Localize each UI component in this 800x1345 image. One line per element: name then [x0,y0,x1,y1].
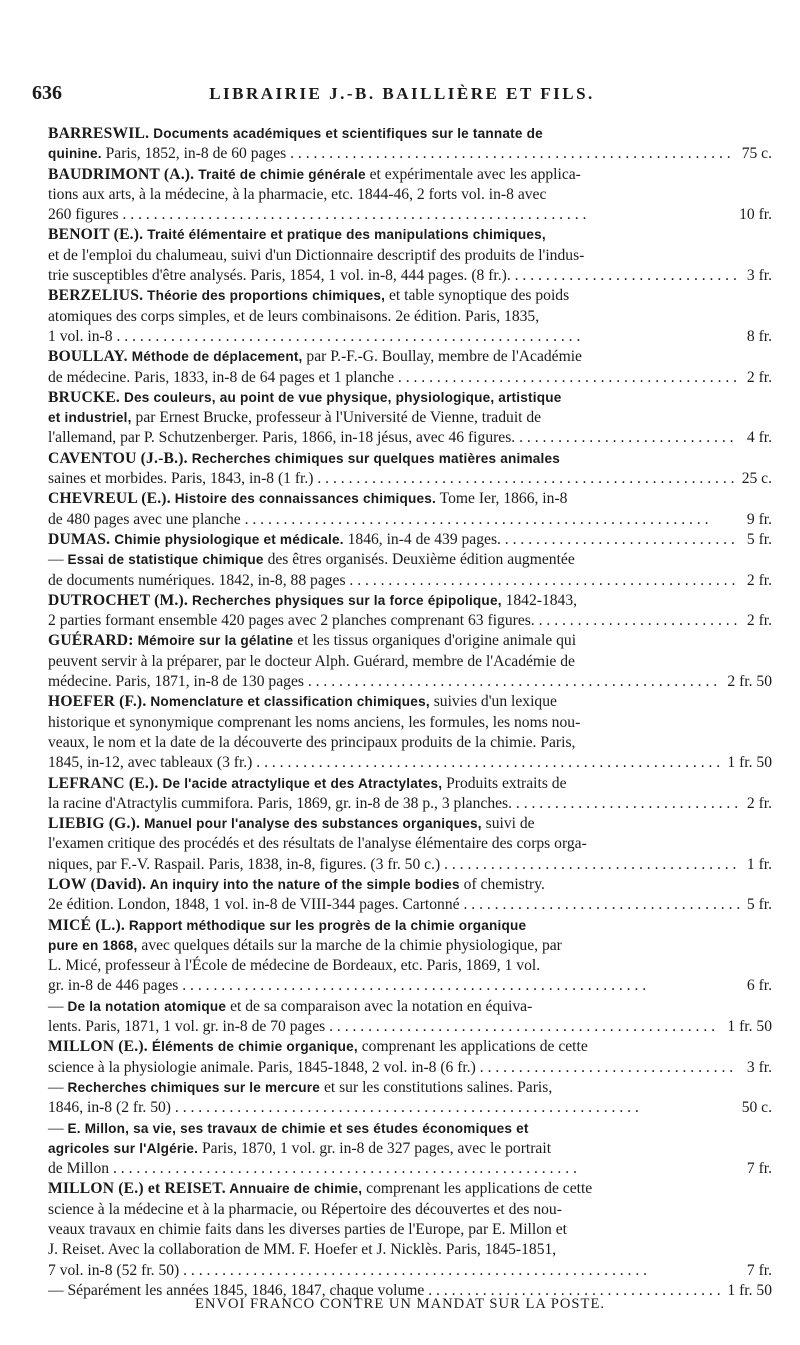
entry-line [48,834,772,854]
entry-line [48,976,772,996]
entry-title: Annuaire de chimie, [225,1181,363,1197]
entry-title: quinine. [48,146,102,162]
leader-dots: . . . . . . . . . . . . . . . . . . . . . . . . . . . . [518,267,737,285]
entry-line [48,672,772,692]
entry-text: et de l'emploi du chalumeau, suivi d'un Dictionnaire descriptif des produits de l'indus- [48,246,585,264]
leader-dots: . . . . . . . . . . . . . . . . . . . . . . . . . . . . . . . . . . . . . . . . . . . . . . . . . . [345,571,736,589]
entry-line [48,286,772,306]
entry-line [48,713,772,733]
catalogue-entry [48,530,772,591]
entry-author: MICÉ (L.). [48,916,125,934]
entry-line [48,347,772,367]
entry-price: 3 fr. [746,1058,772,1076]
catalogue-entry [48,814,772,875]
entry-line [48,774,772,794]
entry-line [48,510,772,530]
entry-author: LEFRANC (E.). [48,774,159,792]
entry-text: veaux, le nom et la date de la découverte des principaux produits de la chimie. Paris, [48,733,576,751]
entry-line [48,1220,772,1240]
catalogue-entry [48,489,772,530]
entry-line [48,875,772,895]
catalogue-entry [48,1179,772,1301]
entry-author: BRUCKE. [48,388,121,406]
entry-price: 2 fr. [746,794,772,812]
entry-text: 2e édition. London, 1848, 1 vol. in-8 de VIII-344 pages. Cartonné [48,896,460,914]
entry-line [48,388,772,408]
entry-author: DUTROCHET (M.). [48,591,189,609]
entry-line [48,1119,772,1139]
entry-author: BARRESWIL. [48,125,150,142]
entry-author: BAUDRIMONT (A.). [48,165,195,183]
entry-title: Des couleurs, au point de vue physique, physiologique, artistique [120,389,562,405]
entry-author: MILLON (E.). [48,1038,148,1056]
entry-title: Recherches physiques sur la force épipolique, [188,592,502,608]
entry-price: 6 fr. [746,977,772,995]
entry-line [48,1139,772,1159]
entry-text: L. Micé, professeur à l'École de médecine de Bordeaux, etc. Paris, 1869, 1 vol. [48,957,541,975]
entry-title: Histoire des connaissances chimiques. [170,491,437,507]
leader-dots: . . . . . . . . . . . . . . . . . . . . . . . . . . . . . . . . . . . . . . . . . . . . . . . . . . . . . . . . . [286,145,731,163]
entry-title: Théorie des proportions chimiques, [143,288,386,304]
entry-text: 7 vol. in-8 (52 fr. 50) [48,1261,180,1279]
entry-title: et industriel, [48,410,132,426]
entry-title: Mémoire sur la gélatine [133,633,294,649]
leader-dots: . . . . . . . . . . . . . . . . . . . . . . . . . . . . . . . . . . . . . . . . . . . . . . . . . . . . . . . . . . . . [252,754,721,772]
entry-text: 1846, in-4 de 439 pages. . . . [343,530,525,548]
entry-text: suivies d'un lexique [429,693,557,711]
entry-line [48,936,772,956]
entry-line [48,225,772,245]
entry-price: 7 fr. [746,1261,772,1279]
entry-text: par P.-F.-G. Boullay, membre de l'Académie [302,348,582,366]
entry-line [48,814,772,834]
entry-price: 2 fr. [746,571,772,589]
entry-text: par Ernest Brucke, professeur à l'Université de Vienne, traduit de [131,409,542,427]
entry-price: 10 fr. [739,206,772,224]
entry-title: E. Millon, sa vie, ses travaux de chimie et ses études économiques et [67,1120,529,1136]
entry-author: LIEBIG (G.). [48,815,141,833]
entry-price: 50 c. [741,1099,772,1117]
entry-text: Tome Ier, 1866, in-8 [436,490,568,508]
entry-line [48,956,772,976]
catalogue-entry [48,165,772,226]
entry-text: — [48,1119,68,1137]
entry-line [48,469,772,489]
entry-text: suivi de [481,815,535,833]
entry-line [48,631,772,651]
entry-text: 1846, in-8 (2 fr. 50) [48,1099,171,1117]
entry-line [48,794,772,814]
entry-text: science à la médecine et à la pharmacie, ou Répertoire des découvertes et des nou- [48,1200,562,1218]
leader-dots: . . . . . . . . . . . . . . . . . . . . . . . . . . . . . . . . . . . . [459,896,741,914]
leader-dots: . . . . . . . . . . . . . . . . . . . . . . . . . . [534,612,738,630]
entry-text: — [48,997,68,1015]
leader-dots: . . . . . . . . . . . . . . . . . . . . . . . . . . . [524,530,735,548]
entry-price: 1 fr. 50 [727,1018,772,1036]
entry-text: 260 figures [48,206,119,224]
entry-text: 1845, in-12, avec tableaux (3 fr.) [48,754,253,772]
entry-line [48,1200,772,1220]
entry-text: et sur les constitutions salines. Paris, [320,1078,553,1096]
entry-text: — [48,551,68,569]
entry-author: CAVENTOU (J.-B.). [48,449,188,467]
entry-line [48,1179,772,1199]
catalogue-entries [48,124,772,1301]
entry-text: comprenant les applications de cette [357,1038,588,1056]
entry-line [48,855,772,875]
catalogue-entry [48,347,772,388]
catalogue-entry [48,124,772,165]
leader-dots: . . . . . . . . . . . . . . . . . . . . . . . . . . . . . . . . . . . . . . . . . . . . . . . . . . . . . . [313,470,735,488]
entry-line [48,368,772,388]
entry-author: GUÉRARD: [48,632,134,650]
entry-title: Documents académiques et scientifiques sur le tannate de [149,126,543,141]
running-title: LIBRAIRIE J.-B. BAILLIÈRE ET FILS. [209,84,595,103]
entry-title: De l'acide atractylique et des Atractylates, [158,775,443,791]
catalogue-entry [48,225,772,286]
entry-title: Chimie physiologique et médicale. [110,531,344,547]
entry-text: et de sa comparaison avec la notation en équiva- [226,997,533,1015]
entry-line [48,1159,772,1179]
leader-dots: . . . . . . . . . . . . . . . . . . . . . . . . . . . . . . . . . . . . . . [440,855,737,873]
entry-line [48,266,772,286]
entry-text: l'allemand, par P. Schutzenberger. Paris, 1866, in-18 jésus, avec 46 figures. . [48,429,523,447]
catalogue-entry [48,286,772,347]
entry-price: 3 fr. [746,267,772,285]
entry-author: BENOIT (E.). [48,226,144,244]
entry-title: Essai de statistique chimique [67,552,264,568]
entry-text: médecine. Paris, 1871, in-8 de 130 pages [48,673,304,691]
entry-price: 25 c. [741,470,772,488]
entry-line [48,571,772,591]
entry-text: of chemistry. [459,875,545,893]
entry-price: 2 fr. 50 [727,673,772,691]
entry-line [48,165,772,185]
entry-line [48,124,772,144]
entry-author: CHEVREUL (E.). [48,490,171,508]
catalogue-entry [48,774,772,815]
leader-dots: . . . . . . . . . . . . . . . . . . . . . . . . . . . . . . . . . [475,1058,734,1076]
entry-text: niques, par F.-V. Raspail. Paris, 1838, in-8, figures. (3 fr. 50 c.) [48,855,441,873]
entry-text: de 480 pages avec une planche [48,510,241,528]
entry-text: — Séparément les années 1845, 1846, 1847, chaque volume [48,1281,425,1299]
entry-line [48,489,772,509]
entry-line [48,652,772,672]
entry-line [48,1240,772,1260]
catalogue-entry [48,388,772,449]
leader-dots: . . . . . . . . . . . . . . . . . . . . . . . . . . . . . . . . . . . . . . . . . . . . . . . . . . . . . . . . . . . . [240,510,709,528]
catalogue-entry [48,449,772,490]
entry-line [48,1058,772,1078]
leader-dots: . . . . . . . . . . . . . . . . . . . . . . . . . . . . . . . . . . . . . . . . . . . . . . . . . . . . . . . . . . . . [171,1099,639,1117]
entry-text: l'examen critique des procédés et des résultats de l'analyse élémentaire des corps orga- [48,835,587,853]
entry-line [48,1017,772,1037]
entry-text: historique et synonymique comprenant les noms anciens, les formules, les noms nou- [48,713,581,731]
entry-line [48,449,772,469]
leader-dots: . . . . . . . . . . . . . . . . . . . . . . . . . . . . . [512,794,739,812]
leader-dots: . . . . . . . . . . . . . . . . . . . . . . . . . . . . . . . . . . . . . . . . . . . . . . . . . . . . . . . . . . . . [109,1160,577,1178]
entry-price: 75 c. [741,145,772,163]
entry-text: des êtres organisés. Deuxième édition augmentée [263,551,575,569]
entry-text: 2 parties formant ensemble 420 pages avec 2 planches comprenant 63 figures. [48,612,535,630]
entry-line [48,307,772,327]
leader-dots: . . . . . . . . . . . . . . . . . . . . . . . . . . . . . . . . . . . . . . . . . . . . [394,368,738,386]
entry-price: 5 fr. [746,530,772,548]
entry-author: MILLON (E.) et REISET. [48,1180,226,1198]
leader-dots: . . . . . . . . . . . . . . . . . . . . . . . . . . . . . . . . . . . . . . . . . . . . . . . . . . . . . . . . . . . . [118,206,587,224]
entry-line [48,428,772,448]
entry-title: Recherches chimiques sur quelques matières animales [187,450,561,466]
catalogue-entry [48,631,772,692]
entry-author: DUMAS. [48,530,111,548]
entry-author: BOULLAY. [48,348,128,366]
entry-line [48,185,772,205]
entry-text: peuvent servir à la préparer, par le docteur Alph. Guérard, membre de l'Académie de [48,652,575,670]
leader-dots: . . . . . . . . . . . . . . . . . . . . . . . . . . . . . . . . . . . . . . . . . . . . . . . . . . . . . [303,673,718,691]
entry-price: 1 fr. 50 [727,754,772,772]
entry-line [48,1037,772,1057]
entry-author: LOW (David). [48,875,147,893]
entry-line [48,611,772,631]
entry-title: Éléments de chimie organique, [147,1039,358,1055]
entry-title: Rapport méthodique sur les progrès de la chimie organique [124,917,527,933]
entry-text: tions aux arts, à la médecine, à la pharmacie, etc. 1844-46, 2 forts vol. in-8 avec [48,185,547,203]
entry-text: comprenant les applications de cette [362,1180,593,1198]
entry-text: avec quelques détails sur la marche de la chimie physiologique, par [137,936,562,954]
entry-text: atomiques des corps simples, et de leurs combinaisons. 2e édition. Paris, 1835, [48,307,540,325]
page-number: 636 [32,82,62,104]
entry-text: et expérimentale avec les applica- [365,165,581,183]
entry-text: veaux travaux en chimie faits dans les diverses parties de l'Europe, par E. Millon et [48,1221,567,1239]
entry-text: J. Reiset. Avec la collaboration de MM. F. Hoefer et J. Nicklès. Paris, 1845-1851, [48,1241,557,1259]
entry-author: BERZELIUS. [48,287,144,305]
entry-line [48,530,772,550]
entry-text: Paris, 1852, in-8 de 60 pages [101,145,287,163]
entry-text: gr. in-8 de 446 pages [48,977,179,995]
entry-line [48,550,772,570]
entry-text: — [48,1078,68,1096]
footer-notice: ENVOI FRANCO CONTRE UN MANDAT SUR LA POSTE. [194,1296,606,1312]
entry-line [48,733,772,753]
page-header [32,82,772,108]
entry-author: HOEFER (F.). [48,693,147,711]
entry-title: Traité de chimie générale [194,166,366,182]
entry-price: 1 fr. [746,855,772,873]
catalogue-entry [48,1037,772,1179]
catalogue-entry [48,916,772,1038]
entry-title: agricoles sur l'Algérie. [48,1140,199,1156]
entry-title: Recherches chimiques sur le mercure [67,1079,321,1095]
leader-dots: . . . . . . . . . . . . . . . . . . . . . . . . . . . . . . . . . . . . . . . . . . . . . . . . . . . . . . . . . . . . [178,977,647,995]
entry-title: pure en 1868, [48,937,138,953]
entry-line [48,327,772,347]
entry-title: An inquiry into the nature of the simple bodies [146,876,460,892]
entry-text: 1842-1843, [501,591,578,609]
entry-price: 2 fr. [746,612,772,630]
entry-text: de Millon [48,1160,110,1178]
entry-text: de médecine. Paris, 1833, in-8 de 64 pages et 1 planche [48,368,394,386]
leader-dots: . . . . . . . . . . . . . . . . . . . . . . . . . . . . . . . . . . . . . . . . . . . . . . . . . . . . . . . . . . . . [112,327,581,345]
entry-text: et les tissus organiques d'origine animale qui [293,632,577,650]
leader-dots: . . . . . . . . . . . . . . . . . . . . . . . . . . . . . . . . . . . . . . . . . . . . . . . . . . . . . . . . . . . . [179,1261,648,1279]
entry-line [48,144,772,164]
entry-line [48,1078,772,1098]
entry-text: Produits extraits de [442,774,567,792]
entry-price: 5 fr. [746,896,772,914]
entry-line [48,895,772,915]
catalogue-entry [48,591,772,632]
entry-title: Méthode de déplacement, [127,349,303,365]
entry-line [48,591,772,611]
entry-title: Traité élémentaire et pratique des manipulations chimiques, [143,227,546,243]
entry-price: 7 fr. [746,1160,772,1178]
entry-line [48,408,772,428]
entry-line [48,1098,772,1118]
entry-text: Paris, 1870, 1 vol. gr. in-8 de 327 pages, avec le portrait [198,1139,552,1157]
catalogue-entry [48,875,772,916]
entry-price: 8 fr. [746,327,772,345]
entry-price: 1 fr. 50 [727,1281,772,1299]
entry-line [48,1261,772,1281]
entry-text: science à la physiologie animale. Paris, 1845-1848, 2 vol. in-8 (6 fr.) [48,1058,476,1076]
entry-line [48,246,772,266]
entry-text: trie susceptibles d'être analysés. Paris, 1854, 1 vol. in-8, 444 pages. (8 fr.). . [48,267,519,285]
entry-line [48,692,772,712]
entry-line [48,916,772,936]
entry-text: 1 vol. in-8 [48,327,113,345]
entry-title: Manuel pour l'analyse des substances organiques, [140,816,482,832]
entry-text: de documents numériques. 1842, in-8, 88 pages [48,571,346,589]
entry-price: 9 fr. [746,510,772,528]
leader-dots: . . . . . . . . . . . . . . . . . . . . . . . . . . . . . . . . . . . . . . [424,1281,721,1299]
entry-title: De la notation atomique [67,998,227,1014]
entry-text: lents. Paris, 1871, 1 vol. gr. in-8 de 70 pages [48,1018,326,1036]
entry-title: Nomenclature et classification chimiques, [146,694,430,710]
entry-price: 2 fr. [746,368,772,386]
leader-dots: . . . . . . . . . . . . . . . . . . . . . . . . . . . [523,429,734,447]
entry-line [48,753,772,773]
entry-price: 4 fr. [746,429,772,447]
entry-text: et table synoptique des poids [385,287,570,305]
entry-line [48,997,772,1017]
entry-line [48,205,772,225]
catalogue-entry [48,692,772,773]
entry-text: saines et morbides. Paris, 1843, in-8 (1 fr.) [48,470,314,488]
leader-dots: . . . . . . . . . . . . . . . . . . . . . . . . . . . . . . . . . . . . . . . . . . . . . . . . . . [325,1018,716,1036]
entry-text: la racine d'Atractylis cummifora. Paris, 1869, gr. in-8 de 38 p., 3 planches. [48,794,513,812]
